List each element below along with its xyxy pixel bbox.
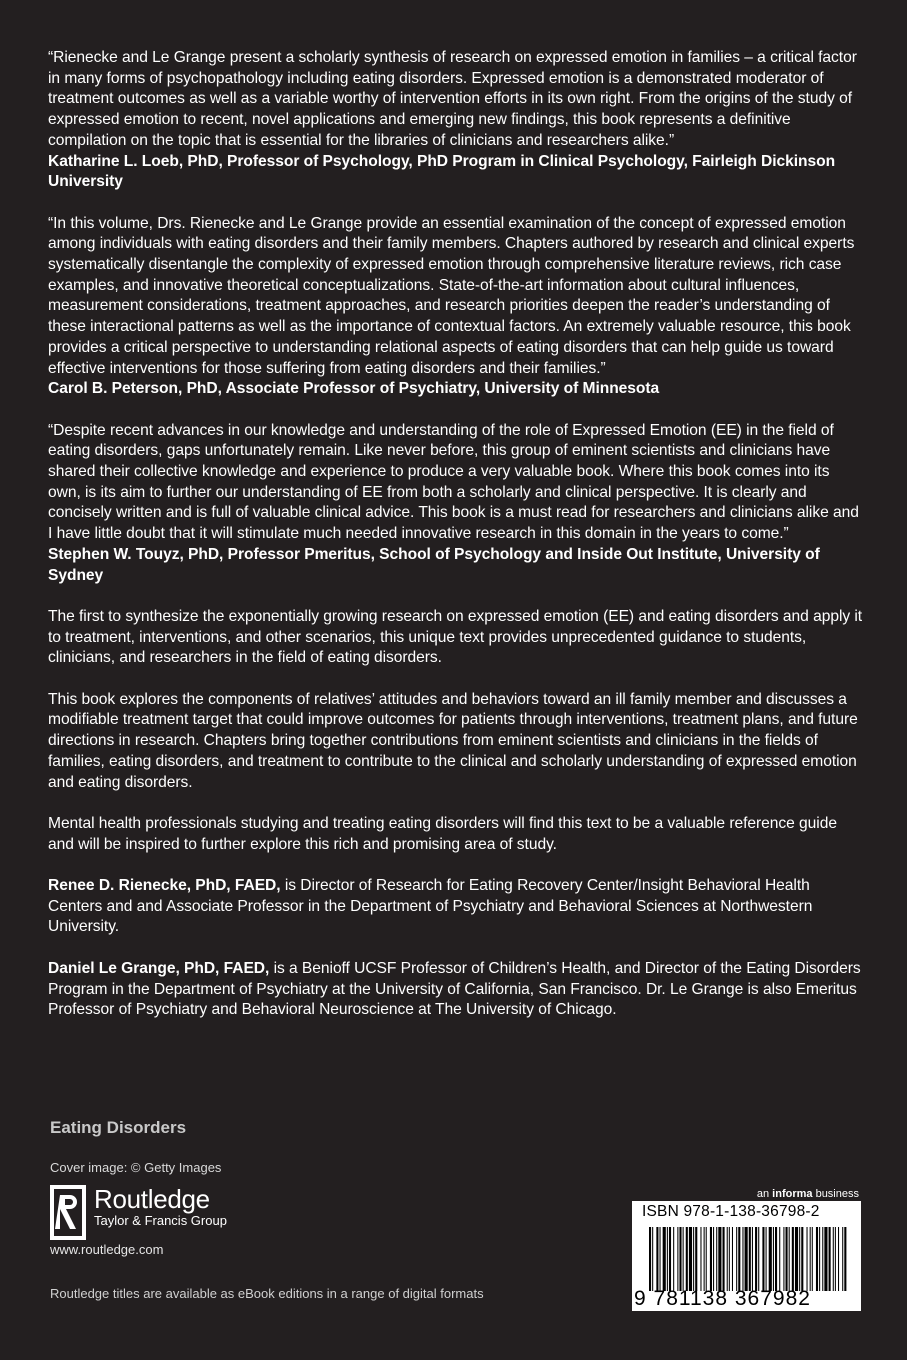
barcode-bar — [779, 1227, 780, 1291]
publisher-logo — [50, 1185, 227, 1240]
routledge-logo-icon — [50, 1185, 86, 1240]
barcode-bar — [789, 1227, 790, 1291]
barcode-bar — [689, 1227, 692, 1291]
barcode-bar — [833, 1227, 834, 1291]
endorsement-quote: “In this volume, Drs. Rienecke and Le Grange provide an essential examination of the concept of expressed emotion among individuals with eating disorders and their family members. Chapters authored by research and clinical experts systematically disentangle the complexity of expressed emotion through comprehensive literature reviews, rich case examples, and innovative theoretical conceptualizations. State-of-the-art information about cultural influences, measurement considerations, treatment approaches, and research priorities deepen the reader’s understanding of these interactional patterns as well as the importance of contextual factors. An extremely valuable resource, this book provides a critical perspective to understanding relational aspects of eating disorders that can help guide us toward effective interventions for those suffering from eating disorders and their families.” — [48, 214, 855, 377]
barcode-bar — [842, 1227, 843, 1291]
barcode-bar — [835, 1227, 836, 1291]
barcode-bar — [755, 1227, 757, 1291]
back-cover-text — [48, 48, 863, 1042]
author-name: Renee D. Rienecke, PhD, FAED, — [48, 877, 281, 895]
barcode-bar — [686, 1227, 688, 1291]
barcode-bar — [663, 1227, 666, 1291]
barcode-bar — [752, 1227, 753, 1291]
barcode-bar — [704, 1227, 705, 1291]
endorsement-3 — [48, 421, 863, 587]
barcode-bar — [652, 1227, 653, 1291]
barcode-bar — [824, 1227, 827, 1291]
endorsement-quote: “Despite recent advances in our knowledge and understanding of the role of Expressed Emotion (EE) in the field of eating disorders, gaps unfortunately remain. Like never before, this group of eminent scientists and clinicians have shared their collective knowledge and experience to produce a very valuable book. Where this book comes into its own, is its aim to further our understanding of EE from both a scholarly and clinical perspective. It is clearly and concisely written and is full of valuable clinical advice. This book is a must read for researchers and clinicians alike and I have little doubt that it will stimulate much needed innovative research in this domain in the years to come.” — [48, 421, 859, 543]
barcode-bar — [819, 1227, 820, 1291]
barcode-bar — [822, 1227, 823, 1291]
barcode-bar — [829, 1227, 831, 1291]
isbn-barcode — [632, 1201, 861, 1311]
barcode-bar — [700, 1227, 701, 1291]
barcode-bar — [683, 1227, 684, 1291]
barcode-bar — [745, 1227, 748, 1291]
endorsement-attribution: Stephen W. Touyz, PhD, Professor Pmeritus, School of Psychology and Inside Out Institute, University of Sydney — [48, 545, 820, 584]
barcode-bar — [649, 1227, 651, 1291]
barcode-bar — [677, 1227, 678, 1291]
barcode-bar — [660, 1227, 661, 1291]
endorsement-attribution: Katharine L. Loeb, PhD, Professor of Psychology, PhD Program in Clinical Psychology, Fairleigh Dickinson University — [48, 152, 836, 191]
barcode-bar — [812, 1227, 813, 1291]
endorsement-quote: “Rienecke and Le Grange present a scholarly synthesis of research on expressed emotion in families – a critical factor in many forms of psychopathology including eating disorders. Expressed emotion is a demonstrated moderator of treatment outcomes as well as a variable worthy of intervention efforts in its own right. From the origins of the study of expressed emotion to recent, novel applications and emerging new findings, this book represents a definitive compilation on the topic that is essential for the libraries of clinicians and researchers alike.” — [48, 49, 857, 149]
barcode-bar — [727, 1227, 728, 1291]
barcode-bar — [766, 1227, 767, 1291]
description-paragraph: The first to synthesize the exponentially growing research on expressed emotion (EE) and eating disorders and apply it to treatment, interventions, and other scenarios, this unique text provides unprecedented guidance to students, clinicians, and researchers in the field of eating disorders. — [48, 607, 863, 667]
author-bio-text: is Director of Research for Eating Recovery Center/Insight Behavioral Health Centers and and Associate Professor in the Department of Psychiatry and Behavioral Sciences at Northwestern University. — [48, 877, 813, 936]
endorsement-attribution: Carol B. Peterson, PhD, Associate Professor of Psychiatry, University of Minnesota — [48, 380, 660, 398]
barcode-bar — [713, 1227, 714, 1291]
barcode-bar — [656, 1227, 658, 1291]
barcode-bar — [795, 1227, 798, 1291]
informa-business-tagline — [757, 1188, 859, 1200]
barcode-bar — [718, 1227, 721, 1291]
subject-category: Eating Disorders — [50, 1118, 187, 1137]
barcode-bar — [773, 1227, 774, 1291]
author-bio-2 — [48, 959, 863, 1021]
barcode-bar — [775, 1227, 777, 1291]
barcode-bar — [710, 1227, 712, 1291]
barcode-bar — [838, 1227, 839, 1291]
endorsement-1 — [48, 48, 863, 193]
publisher-group: Taylor & Francis Group — [94, 1213, 227, 1228]
barcode-bar — [723, 1227, 725, 1291]
barcode-bar — [732, 1227, 733, 1291]
author-bio-text: is a Benioff UCSF Professor of Children’s Health, and Director of the Eating Disorders Program in the Department of Psychiatry at the University of California, San Francisco. Dr. Le Grange is also Emeritus Professor of Psychiatry and Behavioral Neuroscience at The University of Chicago. — [48, 959, 861, 1019]
barcode-bar — [792, 1227, 794, 1291]
author-bio-1 — [48, 876, 863, 938]
barcode-bar — [758, 1227, 759, 1291]
barcode-bar — [693, 1227, 694, 1291]
barcode-bar — [783, 1227, 784, 1291]
isbn-label: ISBN 978-1-138-36798-2 — [642, 1203, 820, 1220]
publisher-name: Routledge — [94, 1184, 210, 1214]
barcode-bar — [738, 1227, 740, 1291]
barcode-bar — [716, 1227, 717, 1291]
barcode-bar — [679, 1227, 681, 1291]
informa-suffix: business — [812, 1188, 859, 1200]
cover-image-credit: Cover image: © Getty Images — [50, 1160, 222, 1175]
barcode-digits: 9 781138 367982 — [634, 1287, 811, 1310]
informa-brand: informa — [772, 1188, 813, 1200]
barcode-bar — [807, 1227, 808, 1291]
endorsement-2 — [48, 214, 863, 400]
barcode-bar — [669, 1227, 671, 1291]
barcode-bar — [801, 1227, 803, 1291]
barcode-bar — [706, 1227, 707, 1291]
barcode-bar — [729, 1227, 730, 1291]
barcode-bar — [844, 1227, 846, 1291]
description-paragraph: Mental health professionals studying and treating eating disorders will find this text to be a valuable reference guide and will be inspired to further explore this rich and promising area of study. — [48, 814, 837, 853]
barcode-bar — [742, 1227, 743, 1291]
author-name: Daniel Le Grange, PhD, FAED, — [48, 959, 270, 977]
barcode-bar — [799, 1227, 800, 1291]
barcode-bar — [673, 1227, 674, 1291]
barcode-bar — [667, 1227, 668, 1291]
barcode-bar — [769, 1227, 772, 1291]
barcode-bars — [649, 1227, 849, 1291]
barcode-bar — [816, 1227, 818, 1291]
barcode-bar — [695, 1227, 697, 1291]
ebook-note: Routledge titles are available as eBook editions in a range of digital formats — [50, 1286, 484, 1301]
informa-prefix: an — [756, 1188, 773, 1200]
barcode-bar — [786, 1227, 788, 1291]
barcode-bar — [762, 1227, 764, 1291]
barcode-bar — [810, 1227, 811, 1291]
description-paragraph: This book explores the components of relatives’ attitudes and behaviors toward an ill family member and discusses a modifiable treatment target that could improve outcomes for patients through interventions, treatment plans, and future directions in research. Chapters bring together contributions from eminent scientists and clinicians in the fields of families, eating disorders, and treatment to contribute to the clinical and scholarly understanding of expressed emotion and eating disorders. — [48, 690, 858, 791]
publisher-website: www.routledge.com — [50, 1242, 164, 1257]
barcode-bar — [749, 1227, 751, 1291]
barcode-bar — [736, 1227, 737, 1291]
